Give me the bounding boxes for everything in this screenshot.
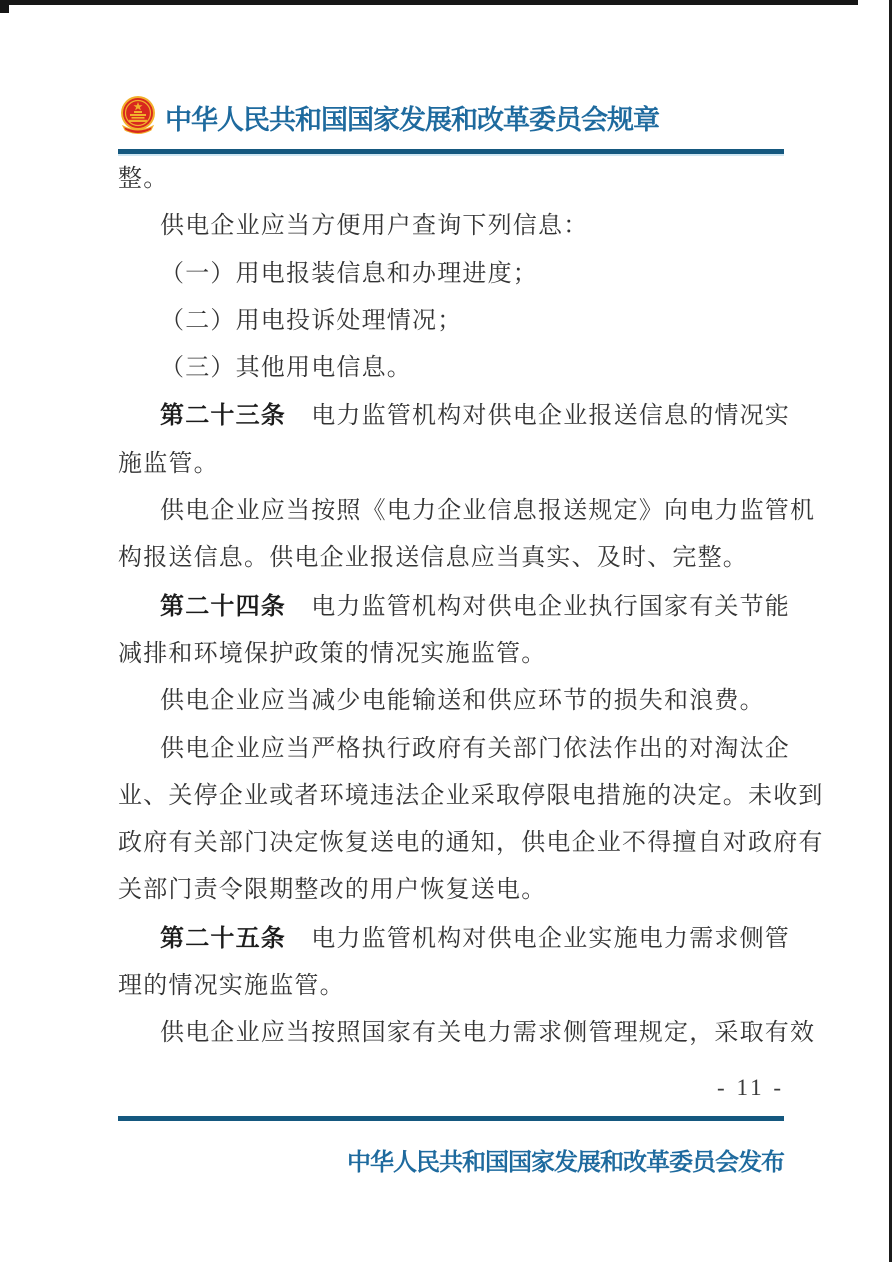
body-line	[118, 678, 784, 725]
body-text-segment: （三）其他用电信息。	[160, 355, 412, 382]
page-number: - 11 -	[717, 1074, 784, 1100]
body-text-segment: 施监管。	[118, 450, 219, 477]
scan-artifact-corner	[0, 0, 9, 13]
footer-divider	[118, 1116, 784, 1121]
body-line	[118, 156, 784, 203]
body-text-segment: 电力监管机构对供电企业实施电力需求侧管	[286, 925, 790, 952]
body-text-segment: 供电企业应当方便用户查询下列信息：	[160, 213, 589, 240]
body-text-segment: 整。	[118, 166, 169, 192]
body-line	[118, 298, 784, 345]
body-line	[118, 345, 784, 392]
body-text-segment: （二）用电投诉处理情况；	[160, 307, 463, 334]
body-line	[118, 488, 816, 535]
document-page	[118, 0, 824, 1177]
body-line	[118, 1010, 816, 1057]
body-line	[118, 726, 790, 773]
document-header	[118, 92, 784, 143]
body-line	[118, 441, 784, 488]
body-text-segment: 电力监管机构对供电企业报送信息的情况实	[286, 403, 790, 430]
body-text-segment: 供电企业应当按照《电力企业信息报送规定》向电力监管机	[160, 498, 816, 525]
body-text-segment: 关部门责令限期整改的用户恢复送电。	[118, 877, 547, 904]
body-text-segment: 业、关停企业或者环境违法企业采取停限电措施的决定。未收到	[118, 782, 824, 809]
body-text-segment: 政府有关部门决定恢复送电的通知，供电企业不得擅自对政府有	[118, 830, 824, 857]
body-text-segment: 减排和环境保护政策的情况实施监管。	[118, 640, 547, 667]
body-text-segment: 供电企业应当减少电能输送和供应环节的损失和浪费。	[160, 688, 765, 715]
body-line	[118, 251, 784, 298]
body-line	[118, 631, 784, 678]
body-text-segment: 供电企业应当严格执行政府有关部门依法作出的对淘汰企	[160, 735, 790, 762]
article-number: 第二十四条	[160, 592, 286, 620]
body-line	[118, 773, 824, 820]
article-number: 第二十五条	[160, 924, 286, 952]
body-text-segment: （一）用电报装信息和办理进度；	[160, 260, 538, 287]
publisher-line: 中华人民共和国国家发展和改革委员会发布	[347, 1148, 784, 1176]
body-line	[118, 867, 784, 914]
page-title: 中华人民共和国国家发展和改革委员会规章	[165, 105, 659, 135]
national-emblem-icon	[118, 92, 158, 143]
body-line	[118, 535, 784, 582]
article-number: 第二十三条	[160, 402, 286, 430]
document-body	[118, 156, 824, 1058]
body-text-segment: 理的情况实施监管。	[118, 973, 345, 1000]
body-line	[118, 583, 790, 631]
body-line	[118, 915, 790, 963]
body-line	[118, 392, 790, 440]
header-divider	[118, 149, 784, 156]
body-text-segment: 供电企业应当按照国家有关电力需求侧管理规定，采取有效	[160, 1020, 816, 1047]
body-text-segment: 构报送信息。供电企业报送信息应当真实、及时、完整。	[118, 545, 748, 572]
body-line	[118, 963, 784, 1010]
body-text-segment: 电力监管机构对供电企业执行国家有关节能	[286, 593, 790, 620]
body-line	[118, 203, 784, 250]
body-line	[118, 820, 824, 867]
